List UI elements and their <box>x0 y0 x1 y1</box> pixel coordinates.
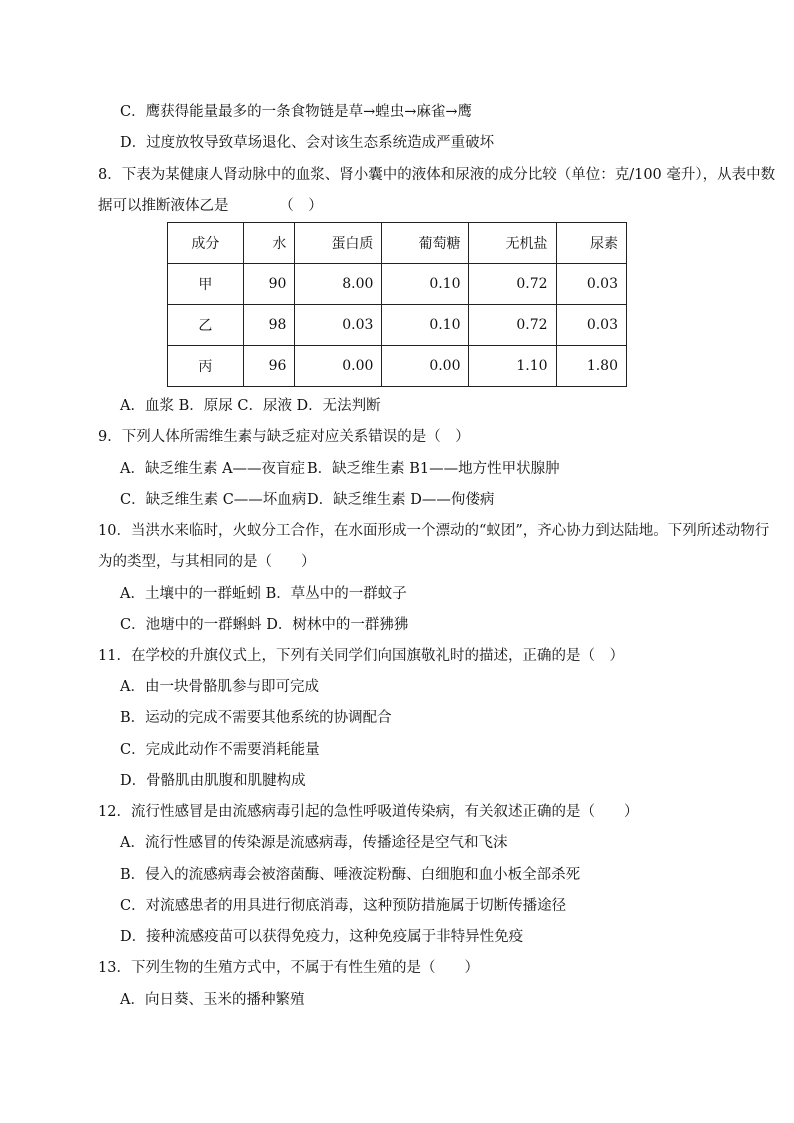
table-cell: 90 <box>243 264 295 305</box>
question-13-option-a: A．向日葵、玉米的播种繁殖 <box>120 992 305 1008</box>
table-row-label: 丙 <box>168 346 244 387</box>
question-11-option-d: D．骨骼肌由肌腹和肌腱构成 <box>120 773 306 789</box>
table-cell: 0.10 <box>382 264 469 305</box>
table-cell: 1.10 <box>469 346 556 387</box>
question-11-option-b: B．运动的完成不需要其他系统的协调配合 <box>120 710 392 726</box>
question-12-option-b: B．侵入的流感病毒会被溶菌酶、唾液淀粉酶、白细胞和血小板全部杀死 <box>120 867 581 883</box>
question-10-options-ab: A．土壤中的一群蚯蚓 B．草丛中的一群蚊子 <box>120 586 407 602</box>
question-9-option-a: A．缺乏维生素 A——夜盲症 <box>120 461 306 477</box>
table-cell: 0.72 <box>469 264 556 305</box>
table-header-cell: 成分 <box>168 223 244 264</box>
table-header-cell: 无机盐 <box>469 223 556 264</box>
table-cell: 98 <box>243 305 295 346</box>
table-cell: 96 <box>243 346 295 387</box>
composition-table <box>167 222 627 387</box>
question-12-text: 12．流行性感冒是由流感病毒引起的急性呼吸道传染病，有关叙述正确的是（ ） <box>98 804 639 820</box>
question-9-option-c: C．缺乏维生素 C——坏血病 <box>120 492 307 508</box>
question-10-text: 10．当洪水来临时，火蚁分工合作，在水面形成一个漂动的“蚁团”，齐心协力到达陆地。下列所述动物行 <box>98 523 770 539</box>
question-8-text: 8．下表为某健康人肾动脉中的血浆、肾小囊中的液体和尿液的成分比较（单位：克/100 毫升），从表中数 <box>98 167 776 183</box>
question-8-options: A．血浆 B．原尿 C．尿液 D．无法判断 <box>120 398 381 414</box>
question-12-option-a: A．流行性感冒的传染源是流感病毒，传播途径是空气和飞沫 <box>120 835 508 851</box>
question-9-text: 9．下列人体所需维生素与缺乏症对应关系错误的是（ ） <box>98 429 470 445</box>
question-9-option-b: B．缺乏维生素 B1——地方性甲状腺肿 <box>307 461 560 477</box>
question-11-option-c: C．完成此动作不需要消耗能量 <box>120 742 320 758</box>
table-cell: 0.03 <box>295 305 382 346</box>
table-cell: 0.72 <box>469 305 556 346</box>
table-cell: 1.80 <box>556 346 626 387</box>
table-row-label: 乙 <box>168 305 244 346</box>
table-header-cell: 葡萄糖 <box>382 223 469 264</box>
table-cell: 0.03 <box>556 264 626 305</box>
table-header-cell: 水 <box>243 223 295 264</box>
question-8-text-cont: 据可以推断液体乙是 （ ） <box>98 198 323 214</box>
table-header-cell: 蛋白质 <box>295 223 382 264</box>
table-cell: 0.03 <box>556 305 626 346</box>
q7-option-c: C．鹰获得能量最多的一条食物链是草→蝗虫→麻雀→鹰 <box>120 104 473 120</box>
question-10-text-cont: 为的类型，与其相同的是（ ） <box>98 554 316 570</box>
table-row <box>168 346 627 387</box>
table-row <box>168 264 627 305</box>
question-12-option-d: D．接种流感疫苗可以获得免疫力，这种免疫属于非特异性免疫 <box>120 929 524 945</box>
table-header-cell: 尿素 <box>556 223 626 264</box>
q7-option-d: D．过度放牧导致草场退化、会对该生态系统造成严重破坏 <box>120 135 495 151</box>
table-cell: 0.00 <box>382 346 469 387</box>
table-header-row <box>168 223 627 264</box>
question-13-text: 13．下列生物的生殖方式中，不属于有性生殖的是（ ） <box>98 960 479 976</box>
question-10-options-cd: C．池塘中的一群蝌蚪 D．树林中的一群狒狒 <box>120 617 409 633</box>
table-cell: 0.00 <box>295 346 382 387</box>
question-11-text: 11．在学校的升旗仪式上，下列有关同学们向国旗敬礼时的描述，正确的是（ ） <box>98 648 624 664</box>
table-cell: 8.00 <box>295 264 382 305</box>
question-12-option-c: C．对流感患者的用具进行彻底消毒，这种预防措施属于切断传播途径 <box>120 898 567 914</box>
question-11-option-a: A．由一块骨骼肌参与即可完成 <box>120 679 319 695</box>
table-row-label: 甲 <box>168 264 244 305</box>
table-cell: 0.10 <box>382 305 469 346</box>
question-9-option-d: D．缺乏维生素 D——佝偻病 <box>307 492 495 508</box>
table-row <box>168 305 627 346</box>
